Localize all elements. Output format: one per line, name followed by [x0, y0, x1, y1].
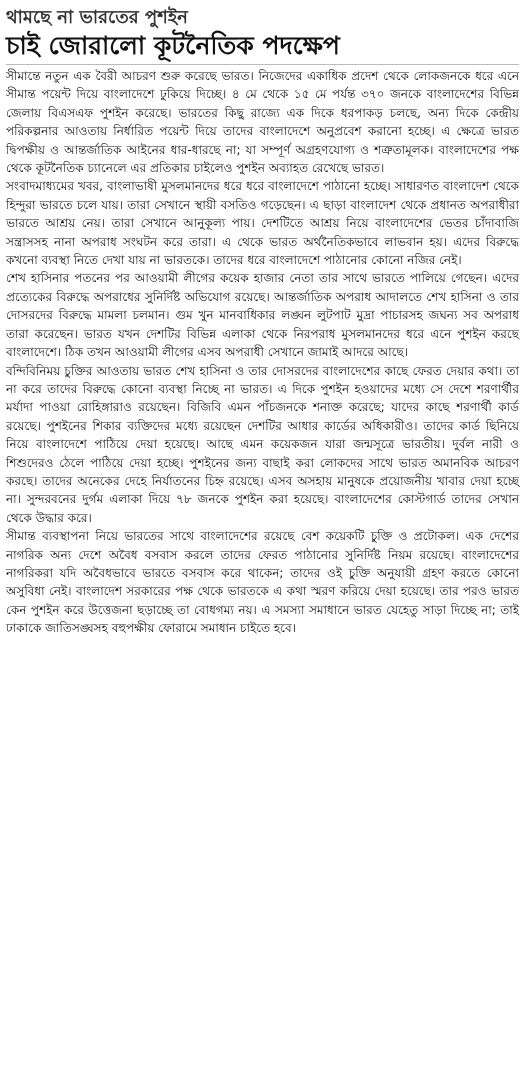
paragraph-1: সীমান্তে নতুন এক বৈরী আচরণ শুরু করেছে ভারত। নিজেদের একাধিক প্রদেশ থেকে লোকজনকে ধরে এনে সীমান্ত পয়েন্ট দিয়ে বাংলাদেশে ঢুকিয়ে দিচ্ছে। ৪ মে থেকে ১৫ মে পর্যন্ত ৩৭০ জনকে বাংলাদেশের বিভিন্ন জেলায় বিএসএফ পুশইন করেছে। ভারতের কিছু রাজ্যে এক দিকে ধরপাকড় চলছে, অন্য দিকে কেন্দ্রীয় পরিকল্পনার আওতায় নির্ধারিত পয়েন্ট দিয়ে তাদের বাংলাদেশে অনুপ্রবেশ করানো হচ্ছে। এ ক্ষেত্রে ভারত দ্বিপক্ষীয় ও আন্তর্জাতিক আইনের ধার-ধারছে না; যা সম্পূর্ণ অগ্রহণযোগ্য ও শত্রুতামূলক। বাংলাদেশের পক্ষ থেকে কূটনৈতিক চ্যানেলে এর প্রতিকার চাইলেও পুশইন অব্যাহত রেখেছে ভারত। [6, 69, 519, 176]
paragraph-4: বন্দিবিনিময় চুক্তির আওতায় ভারত শেখ হাসিনা ও তার দোসরদের বাংলাদেশের কাছে ফেরত দেয়ার কথা। তা না করে তাদের বিরুদ্ধে কোনো ব্যবস্থা নিচ্ছে না ভারত। এ দিকে পুশইন হওয়াদের মধ্যে সে দেশে শরণার্থীর মর্যাদা পাওয়া রোহিঙ্গারাও রয়েছেন। বিজিবি এমন পাঁচজনকে শনাক্ত করেছে; যাদের কাছে শরণার্থী কার্ড রয়েছে। পুশইনের শিকার ব্যক্তিদের মধ্যে রয়েছেন দেশটির আধার কার্ডের অধিকারীও। তাদের কার্ড ছিনিয়ে নিয়ে বাংলাদেশে পাঠিয়ে দেয়া হয়েছে। আছে এমন কয়েকজন যারা জন্মসূত্রে ভারতীয়। দুর্বল নারী ও শিশুদেরও ঠেলে পাঠিয়ে দেয়া হচ্ছে। পুশইনের জন্য বাছাই করা লোকদের সাথে ভারত অমানবিক আচরণ করছে। তাদের অনেকের দেহে নির্যাতনের চিহ্ন রয়েছে। এসব অসহায় মানুষকে প্রয়োজনীয় খাবার দেয়া হচ্ছে না। সুন্দরবনের দুর্গম এলাকা দিয়ে ৭৮ জনকে পুশইন করা হয়েছে। বাংলাদেশের কোস্টগার্ড তাদের সেখান থেকে উদ্ধার করে। [6, 363, 519, 525]
paragraph-2: সংবাদমাধ্যমের খবর, বাংলাভাষী মুসলমানদের ধরে ধরে বাংলাদেশে পাঠানো হচ্ছে। সাধারণত বাংলাদেশ থেকে হিন্দুরা ভারতে চলে যায়। তারা সেখানে স্থায়ী বসতিও গড়েছেন। এ ছাড়া বাংলাদেশ থেকে প্রধানত অপরাধীরা ভারতে আশ্রয় নেয়। তারা সেখানে আনুকূল্য পায়। দেশটিতে আশ্রয় নিয়ে বাংলাদেশের ভেতর চাঁদাবাজি সন্ত্রাসসহ নানা অপরাধ সংঘটন করে তারা। এ থেকে ভারত অর্থনৈতিকভাবে লাভবান হয়। এদের বিরুদ্ধে কখনো ব্যবস্থা নিতে দেখা যায় না ভারতকে। তাদের ধরে বাংলাদেশে পাঠানোর কোনো নজির নেই। [6, 179, 519, 268]
article-body [6, 67, 519, 638]
main-headline: চাই জোরালো কূটনৈতিক পদক্ষেপ [6, 30, 519, 65]
kicker-headline: থামছে না ভারতের পুশইন [6, 7, 188, 28]
paragraph-3: শেখ হাসিনার পতনের পর আওয়ামী লীগের কয়েক হাজার নেতা তার সাথে ভারতে পালিয়ে গেছেন। এদের প্রত্যেকের বিরুদ্ধে অপরাধের সুনির্দিষ্ট অভিযোগ রয়েছে। আন্তর্জাতিক অপরাধ আদালতে শেখ হাসিনা ও তার দোসরদের বিরুদ্ধে মামলা চলমান। গুম খুন মানবাধিকার লঙ্ঘন লুটপাট মুদ্রা পাচারসহ জঘন্য সব অপরাধ তারা করেছেন। ভারত যখন দেশটির বিভিন্ন এলাকা থেকে নিরপরাধ মুসলমানদের ধরে এনে পুশইন করছে বাংলাদেশে। ঠিক তখন আওয়ামী লীগের এসব অপরাধী সেখানে জামাই আদরে আছে। [6, 271, 519, 360]
paragraph-5: সীমান্ত ব্যবস্থাপনা নিয়ে ভারতের সাথে বাংলাদেশের রয়েছে বেশ কয়েকটি চুক্তি ও প্রটোকল। এক দেশের নাগরিক অন্য দেশে অবৈধ বসবাস করলে তাদের ফেরত পাঠানোর সুনির্দিষ্ট নিয়ম রয়েছে। বাংলাদেশের নাগরিকরা যদি অবৈধভাবে ভারতে বসবাস করে থাকেন; তাদের ওই চুক্তি অনুযায়ী গ্রহণ করতে কোনো অসুবিধা নেই। বাংলাদেশ সরকারের পক্ষ থেকে ভারতকে এ কথা স্মরণ করিয়ে দেয়া হয়েছে। তার পরও ভারত কেন পুশইন করে উত্তেজনা ছড়াচ্ছে তা বোধগম্য নয়। এ সমস্যা সমাধানে ভারত যেহেতু সাড়া দিচ্ছে না; তাই ঢাকাকে জাতিসঙ্ঘসহ বহুপক্ষীয় ফোরামে সমাধান চাইতে হবে। [6, 529, 519, 636]
